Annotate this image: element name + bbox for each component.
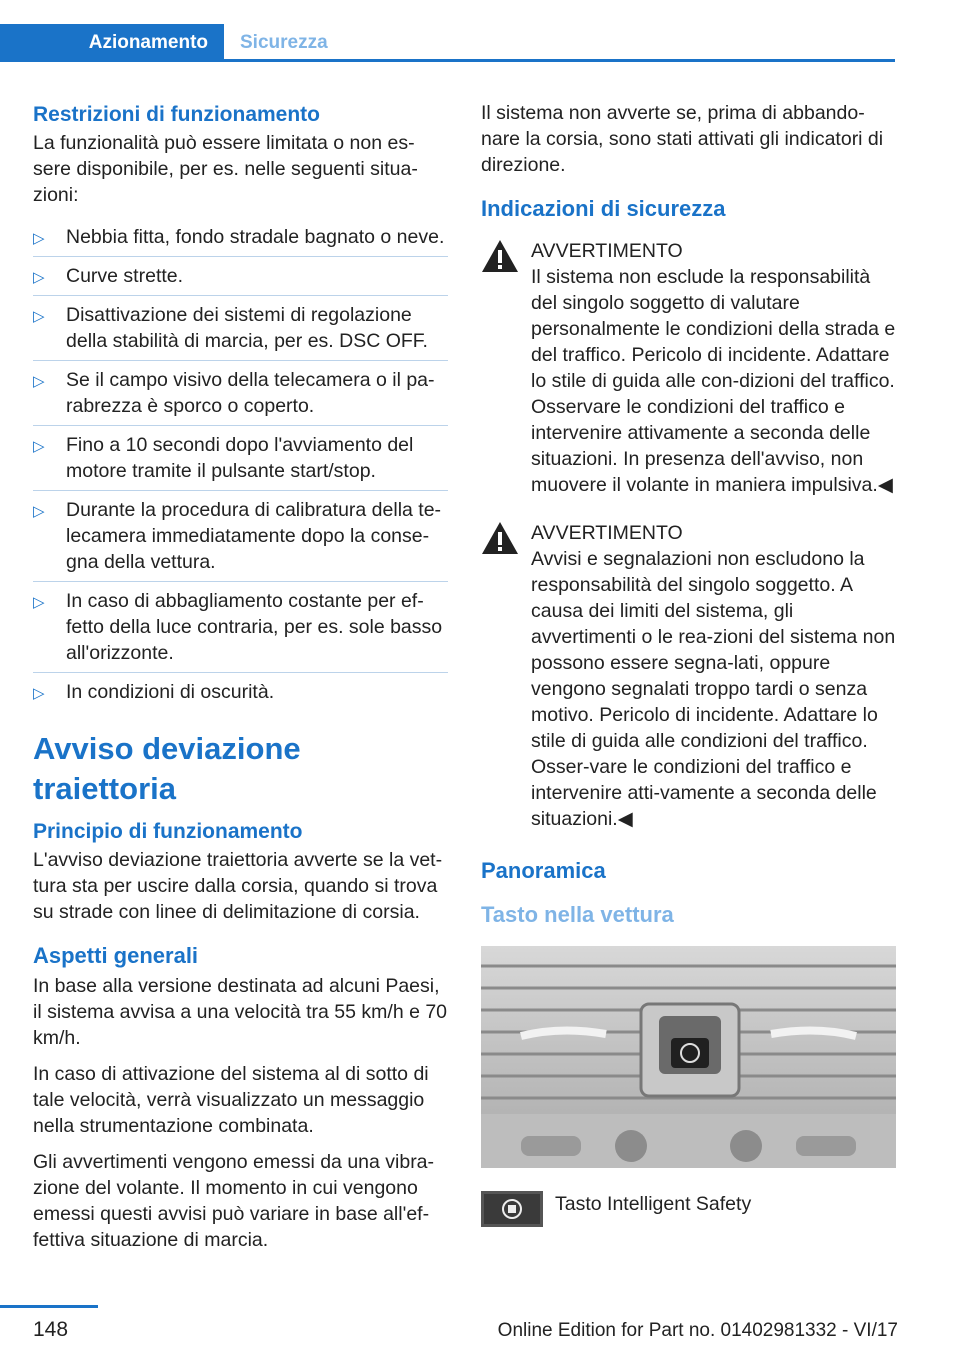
safety-title: Indicazioni di sicurezza [481,196,726,221]
warning-block-2 [481,520,896,832]
general-paragraph-3: Gli avvertimenti vengono emessi da una vibra‐zione del volante. Il momento in cui vengono emessi questi avvisi può variare in base all'ef‐fettiva situazione di marcia. [33,1151,435,1251]
section-heading: Avviso deviazione traiettoria [33,731,301,806]
chapter-tabbar [0,24,895,62]
button-label: Tasto Intelligent Safety [555,1193,752,1215]
restrictions-title: Restrizioni di funzionamento [33,103,320,126]
triangle-bullet-icon: ▷ [33,230,45,247]
list-item: ▷ In condizioni di oscurità. [33,673,448,711]
list-item: ▷ Curve strette. [33,257,448,296]
tab-azionamento[interactable]: Azionamento [0,24,224,62]
edition-footer: Online Edition for Part no. 01402981332 - VI/17 [497,1320,898,1341]
warning-title: AVVERTIMENTO [531,522,683,544]
warning-block-1 [481,238,896,498]
triangle-bullet-icon: ▷ [33,308,45,325]
principle-title: Principio di funzionamento [33,820,303,843]
general-paragraph-1: In base alla versione destinata ad alcuni Paesi, il sistema avvisa a una velocità tra 55 km/h e 70 km/h. [33,975,448,1049]
triangle-bullet-icon: ▷ [33,269,45,286]
warning-triangle-icon [481,238,519,274]
list-item: ▷ Disattivazione dei sistemi di regolazione della stabilità di marcia, per es. DSC OFF. [33,296,448,361]
list-item: ▷ Se il campo visivo della telecamera o il pa‐rabrezza è sporco o coperto. [33,361,448,426]
header-rule [0,59,895,62]
triangle-bullet-icon: ▷ [33,373,45,390]
triangle-bullet-icon: ▷ [33,438,45,455]
right-column [481,100,896,1235]
page-number: 148 [33,1318,69,1341]
list-item: ▷ In caso di abbagliamento costante per ef‐fetto della luce contraria, per es. sole basso all'orizzonte. [33,582,448,673]
general-paragraph-2: In caso di attivazione del sistema al di sotto di tale velocità, verrà visualizzato un messaggio nella strumentazione combinata. [33,1063,429,1137]
button-legend [481,1191,896,1235]
intelligent-safety-button-icon [481,1191,543,1227]
dashboard-photo [481,946,896,1168]
restrictions-intro: La funzionalità può essere limitata o non es‐sere disponibile, per es. nelle seguenti situa‐zioni: [33,132,418,206]
warning-text: Il sistema non esclude la responsabilità del singolo soggetto di valutare personalmente le condizioni della strada e del traffico. Pericolo di incidente. Adattare lo stile di guida alle con‐dizioni del traffico. Osservare le condizioni del traffico e intervenire attivamente a seconda delle situazioni. In presenza dell'avviso, non muovere il volante in maniera impulsiva.◀ [531,266,896,496]
list-item: ▷ Nebbia fitta, fondo stradale bagnato o neve. [33,218,448,257]
restrictions-list [33,218,448,711]
principle-text: L'avviso deviazione traiettoria avverte se la vet‐tura sta per uscire dalla corsia, quando si trova su strade con linee di delimitazione di corsia. [33,849,443,923]
warning-triangle-icon [481,520,519,556]
list-item: ▷ Fino a 10 secondi dopo l'avviamento del motore tramite il pulsante start/stop. [33,426,448,491]
triangle-bullet-icon: ▷ [33,594,45,611]
left-column [33,100,448,1263]
general-title: Aspetti generali [33,943,199,968]
button-location-title: Tasto nella vettura [481,902,674,927]
warning-title: AVVERTIMENTO [531,240,683,262]
list-item: ▷ Durante la procedura di calibratura della te‐lecamera immediatamente dopo la conse‐gna della vettura. [33,491,448,582]
triangle-bullet-icon: ▷ [33,503,45,520]
warning-text: Avvisi e segnalazioni non escludono la responsabilità del singolo soggetto. A causa dei limiti del sistema, gli avvertimenti o le rea‐zioni del sistema non possono essere segna‐lati, oppure vengono segnalati troppo tardi o senza motivo. Pericolo di incidente. Adattare lo stile di guida alle condizioni del traffico. Osser‐vare le condizioni del traffico e intervenire atti‐vamente a seconda delle situazioni.◀ [531,548,896,830]
intro-paragraph: Il sistema non avverte se, prima di abbando‐nare la corsia, sono stati attivati gli indicatori di direzione. [481,102,884,176]
page-number-bar [0,1305,98,1308]
triangle-bullet-icon: ▷ [33,685,45,702]
tab-sicurezza[interactable]: Sicurezza [240,32,328,53]
overview-title: Panoramica [481,858,606,883]
